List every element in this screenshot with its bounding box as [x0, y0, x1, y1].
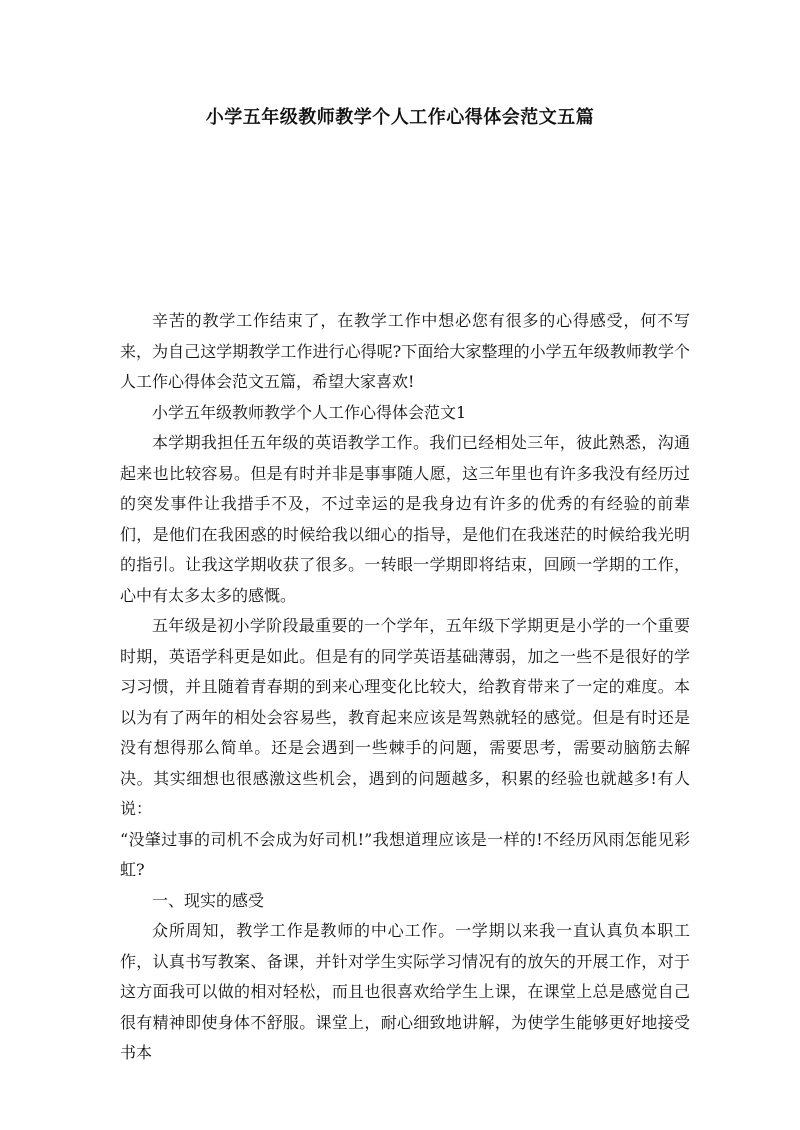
- document-body: [120, 306, 690, 1069]
- body-paragraph: 众所周知，教学工作是教师的中心工作。一学期以来我一直认真负本职工作，认真书写教案、备课，并针对学生实际学习情况有的放矢的开展工作，对于这方面我可以做的相对轻松，而且也很喜欢给学生上课，在课堂上总是感觉自己很有精神即使身体不舒服。课堂上，耐心细致地讲解，为使学生能够更好地接受书本: [120, 921, 690, 1062]
- section-heading-essay-1: 小学五年级教师教学个人工作心得体会范文1: [152, 402, 467, 422]
- body-paragraph: 本学期我担任五年级的英语教学工作。我们已经相处三年，彼此熟悉，沟通起来也比较容易。但是有时并非是事事随人愿，这三年里也有许多我没有经历过的突发事件让我措手不及，不过幸运的是我身边有许多的优秀的有经验的前辈们，是他们在我困惑的时候给我以细心的指导，是他们在我迷茫的时候给我光明的指引。让我这学期收获了很多。一转眼一学期即将结束，回顾一学期的工作，心中有太多太多的感慨。: [120, 433, 690, 605]
- body-paragraph: 五年级是初小学阶段最重要的一个学年，五年级下学期更是小学的一个重要时期，英语学科更是如此。但是有的同学英语基础薄弱，加之一些不是很好的学习习惯，并且随着青春期的到来心理变化比较大，给教育带来了一定的难度。本以为有了两年的相处会容易些，教育起来应该是驾熟就轻的感觉。但是有时还是没有想得那么简单。还是会遇到一些棘手的问题，需要思考，需要动脑筋去解决。其实细想也很感激这些机会，遇到的问题越多，积累的经验也就越多!有人说：: [120, 616, 690, 818]
- subsection-heading: 一、现实的感受: [152, 890, 265, 910]
- document-title: 小学五年级教师教学个人工作心得体会范文五篇: [205, 107, 595, 128]
- intro-paragraph: 辛苦的教学工作结束了，在教学工作中想必您有很多的心得感受，何不写来，为自己这学期教学工作进行心得呢?下面给大家整理的小学五年级教师教学个人工作心得体会范文五篇，希望大家喜欢!: [120, 311, 690, 391]
- quote-paragraph: “没肇过事的司机不会成为好司机!”我想道理应该是一样的!不经历风雨怎能见彩虹?: [120, 829, 690, 879]
